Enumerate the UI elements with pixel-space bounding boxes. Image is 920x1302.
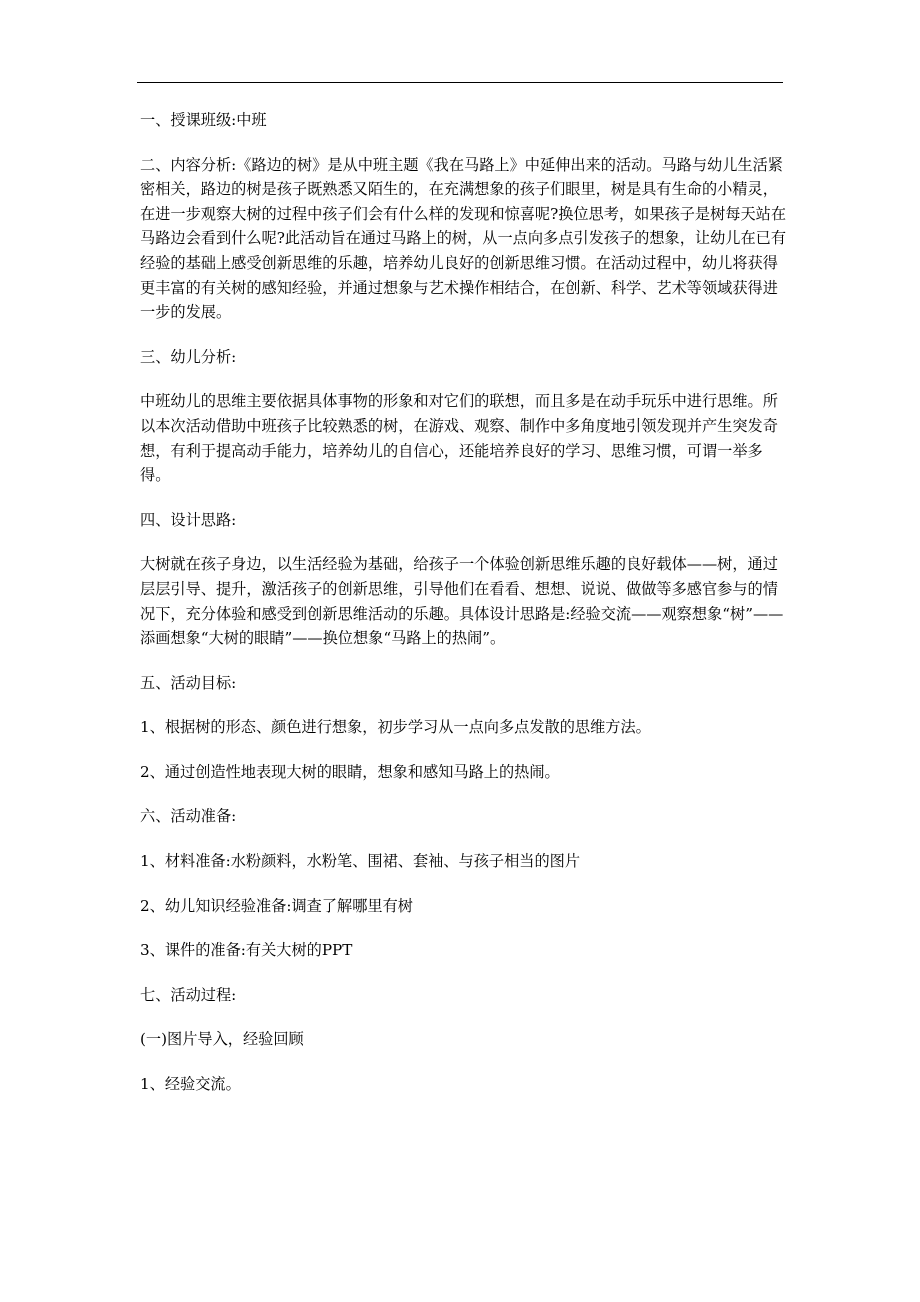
section-heading-goals: 五、活动目标:	[140, 673, 237, 692]
preparation-item: 3、课件的准备:有关大树的PPT	[140, 941, 353, 960]
section-heading-preparation: 六、活动准备:	[140, 807, 237, 826]
content-analysis-paragraph: 二、内容分析:《路边的树》是从中班主题《我在马路上》中延伸出来的活动。马路与幼儿生活紧密相关，路边的树是孩子既熟悉又陌生的，在充满想象的孩子们眼里，树是具有生命的小精灵，在进一步观察大树的过程中孩子们会有什么样的发现和惊喜呢?换位思考，如果孩子是树每天站在马路边会看到什么呢?此活动旨在通过马路上的树，从一点向多点引发孩子的想象，让幼儿在已有经验的基础上感受创新思维的乐趣，培养幼儿良好的创新思维习惯。在活动过程中，幼儿将获得更丰富的有关树的感知经验，并通过想象与艺术操作相结合，在创新、科学、艺术等领域获得进一步的发展。	[140, 155, 787, 322]
section-heading-process: 七、活动过程:	[140, 985, 237, 1004]
section-heading-child-analysis: 三、幼儿分析:	[140, 347, 237, 366]
document-body	[140, 108, 788, 1117]
design-paragraph: 大树就在孩子身边，以生活经验为基础，给孩子一个体验创新思维乐趣的良好载体——树，通过层层引导、提升，激活孩子的创新思维，引导他们在看看、想想、说说、做做等多感官参与的情况下，充分体验和感受到创新思维活动的乐趣。具体设计思路是:经验交流——观察想象“树”——添画想象“大树的眼睛”——换位想象“马路上的热闹”。	[140, 555, 784, 648]
goal-item: 1、根据树的形态、颜色进行想象，初步学习从一点向多点发散的思维方法。	[140, 718, 651, 737]
section-heading-class: 一、授课班级:中班	[140, 111, 267, 129]
preparation-item: 2、幼儿知识经验准备:调查了解哪里有树	[140, 896, 413, 915]
goal-item: 2、通过创造性地表现大树的眼睛，想象和感知马路上的热闹。	[140, 762, 560, 781]
section-heading-design: 四、设计思路:	[140, 510, 237, 529]
process-subheading: (一)图片导入，经验回顾	[140, 1030, 304, 1049]
child-analysis-paragraph: 中班幼儿的思维主要依据具体事物的形象和对它们的联想，而且多是在动手玩乐中进行思维。所以本次活动借助中班孩子比较熟悉的树，在游戏、观察、制作中多角度地引领发现并产生突发奇想，有利于提高动手能力，培养幼儿的自信心，还能培养良好的学习、思维习惯，可谓一举多得。	[140, 392, 778, 485]
process-item: 1、经验交流。	[140, 1075, 241, 1094]
preparation-item: 1、材料准备:水粉颜料，水粉笔、围裙、套袖、与孩子相当的图片	[140, 852, 581, 871]
header-rule	[137, 82, 783, 83]
